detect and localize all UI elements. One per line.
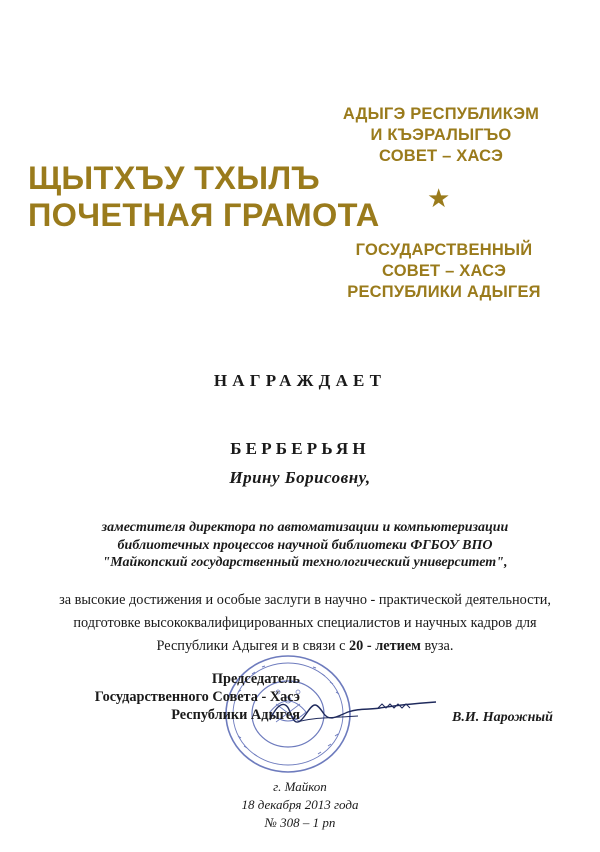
signer-name: В.И. Нарожный <box>452 710 553 725</box>
position-line: "Майкопский государственный технологический университет", <box>102 555 508 570</box>
council-russian-line: СОВЕТ – ХАСЭ <box>381 262 507 280</box>
title-adyghe: ЩЫТХЪУ ТХЫЛЪ <box>28 160 320 196</box>
council-adyghe-line: СОВЕТ – ХАСЭ <box>378 147 504 165</box>
recipient-given-names: Ирину Борисовну, <box>229 468 371 487</box>
council-russian-heading <box>336 240 552 303</box>
award-reason <box>40 589 570 658</box>
council-adyghe-line: АДЫГЭ РЕСПУБЛИКЭМ <box>342 105 540 123</box>
footer-date: 18 декабря 2013 года <box>241 797 359 812</box>
council-adyghe-heading <box>336 104 546 167</box>
signer-title-line: Государственного Совета - Хасэ <box>94 689 300 705</box>
anniversary-text: 20 - летием <box>349 638 421 654</box>
council-adyghe-line: И КЪЭРАЛЫГЪО <box>370 126 512 144</box>
document-title <box>28 160 388 234</box>
document-footer <box>0 778 600 832</box>
signer-title-line: Республики Адыгея <box>171 707 300 723</box>
recipient-position <box>40 519 570 572</box>
reason-line3-start: Республики Адыгея и в связи с <box>156 638 349 654</box>
recipient-surname: БЕРБЕРЬЯН <box>230 439 370 458</box>
council-russian-line: РЕСПУБЛИКИ АДЫГЕЯ <box>347 283 541 301</box>
reason-line: за высокие достижения и особые заслуги в научно - практической деятельности, <box>59 592 551 608</box>
position-line: заместителя директора по автоматизации и компьютеризации <box>101 520 509 535</box>
signer-title-line: Председатель <box>211 671 300 687</box>
awards-verb: НАГРАЖДАЕТ <box>213 371 387 390</box>
council-russian-line: ГОСУДАРСТВЕННЫЙ <box>355 241 533 259</box>
footer-number: № 308 – 1 рп <box>264 815 336 830</box>
signer-title <box>40 670 300 724</box>
footer-city: г. Майкоп <box>273 779 327 794</box>
title-russian: ПОЧЕТНАЯ ГРАМОТА <box>28 197 380 233</box>
position-line: библиотечных процессов научной библиотеки ФГБОУ ВПО <box>117 537 493 553</box>
star-icon: ★ <box>427 184 451 214</box>
reason-line: подготовке высококвалифицированных специалистов и научных кадров для <box>73 615 537 631</box>
reason-line3-end: вуза. <box>420 638 454 654</box>
